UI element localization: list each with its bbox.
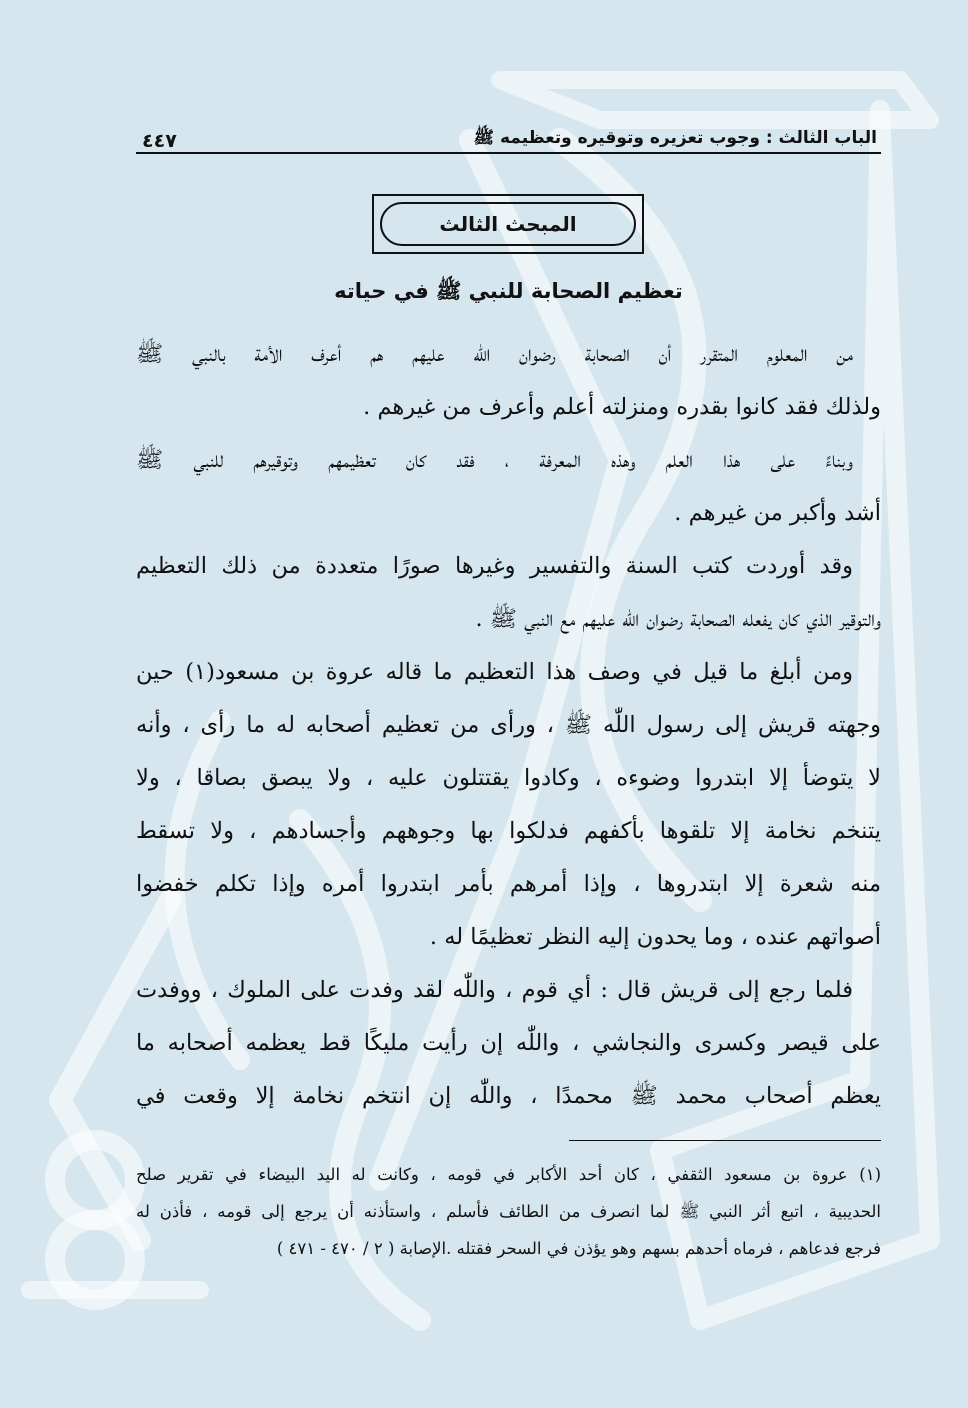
body-line: وقد أوردت كتب السنة والتفسير وغيرها صورًا متعددة من ذلك التعظيم xyxy=(136,553,853,579)
body-line: من المعلوم المتقرر أن الصحابة رضوان اللّٰه عليهم هم أعرف الأمة بالنبي ﷺ xyxy=(136,341,853,367)
body-line: يتنخم نخامة إلا تلقوها بأكفهم فدلكوا بها وجوههم وأجسادهم ، ولا تسقط xyxy=(136,818,881,844)
body-line: أشد وأكبر من غيرهم . xyxy=(674,500,881,526)
book-page xyxy=(136,100,881,1390)
body-line: وبناءً على هذا العلم وهذه المعرفة ، فقد كان تعظيمهم وتوقيرهم للنبي ﷺ xyxy=(136,447,853,473)
footnote-line: الحديبية ، اتبع أثر النبي ﷺ لما انصرف من الطائف فأسلم ، واستأذنه أن يرجع إلى قومه ، فأذن له xyxy=(136,1202,881,1221)
section-heading: المبحث الثالث xyxy=(380,202,636,246)
footnote-line: فرجع فدعاهم ، فرماه أحدهم بسهم وهو يؤذن في السحر فقتله .الإصابة ( ٢ / ٤٧٠ - ٤٧١ ) xyxy=(276,1239,881,1258)
footnote-line: (١) عروة بن مسعود الثقفي ، كان أحد الأكابر في قومه ، وكانت له اليد البيضاء في تقرير صلح xyxy=(136,1165,881,1184)
body-line: منه شعرة إلا ابتدروها ، وإذا أمرهم بأمر ابتدروا أمره وإذا تكلم خفضوا xyxy=(136,871,881,897)
body-line: والتوقير الذي كان يفعله الصحابة رضوان اللّٰه عليهم مع النبي ﷺ . xyxy=(475,606,881,632)
section-heading-box xyxy=(372,194,644,254)
body-line: فلما رجع إلى قريش قال : أي قوم ، واللّٰه لقد وفدت على الملوك ، ووفدت xyxy=(136,977,853,1003)
chapter-title: الباب الثالث : وجوب تعزيره وتوقيره وتعظيمه ﷺ xyxy=(473,128,877,148)
section-subtitle: تعظيم الصحابة للنبي ﷺ في حياته xyxy=(334,279,683,303)
body-line: وجهته قريش إلى رسول اللّٰه ﷺ ، ورأى من تعظيم أصحابه له ما رأى ، وأنه xyxy=(136,712,881,738)
footnote-rule xyxy=(569,1140,881,1141)
header-rule xyxy=(136,152,881,154)
footnotes xyxy=(136,1156,881,1267)
body-line: أصواتهم عنده ، وما يحدون إليه النظر تعظيمًا له . xyxy=(429,924,881,950)
body-line: يعظم أصحاب محمد ﷺ محمدًا ، واللّٰه إن انتخم نخامة إلا وقعت في xyxy=(136,1083,881,1109)
body-line: ولذلك فقد كانوا بقدره ومنزلته أعلم وأعرف من غيرهم . xyxy=(363,394,881,420)
body-text xyxy=(136,328,881,1123)
body-line: على قيصر وكسرى والنجاشي ، واللّٰه إن رأيت مليكًا قط يعظمه أصحابه ما xyxy=(136,1030,881,1056)
running-header xyxy=(136,112,881,152)
page-number: ٤٤٧ xyxy=(142,130,177,152)
body-line: ومن أبلغ ما قيل في وصف هذا التعظيم ما قاله عروة بن مسعود(١) حين xyxy=(136,659,853,685)
body-line: لا يتوضأ إلا ابتدروا وضوءه ، وكادوا يقتتلون عليه ، ولا يبصق بصاقا ، ولا xyxy=(136,765,881,791)
